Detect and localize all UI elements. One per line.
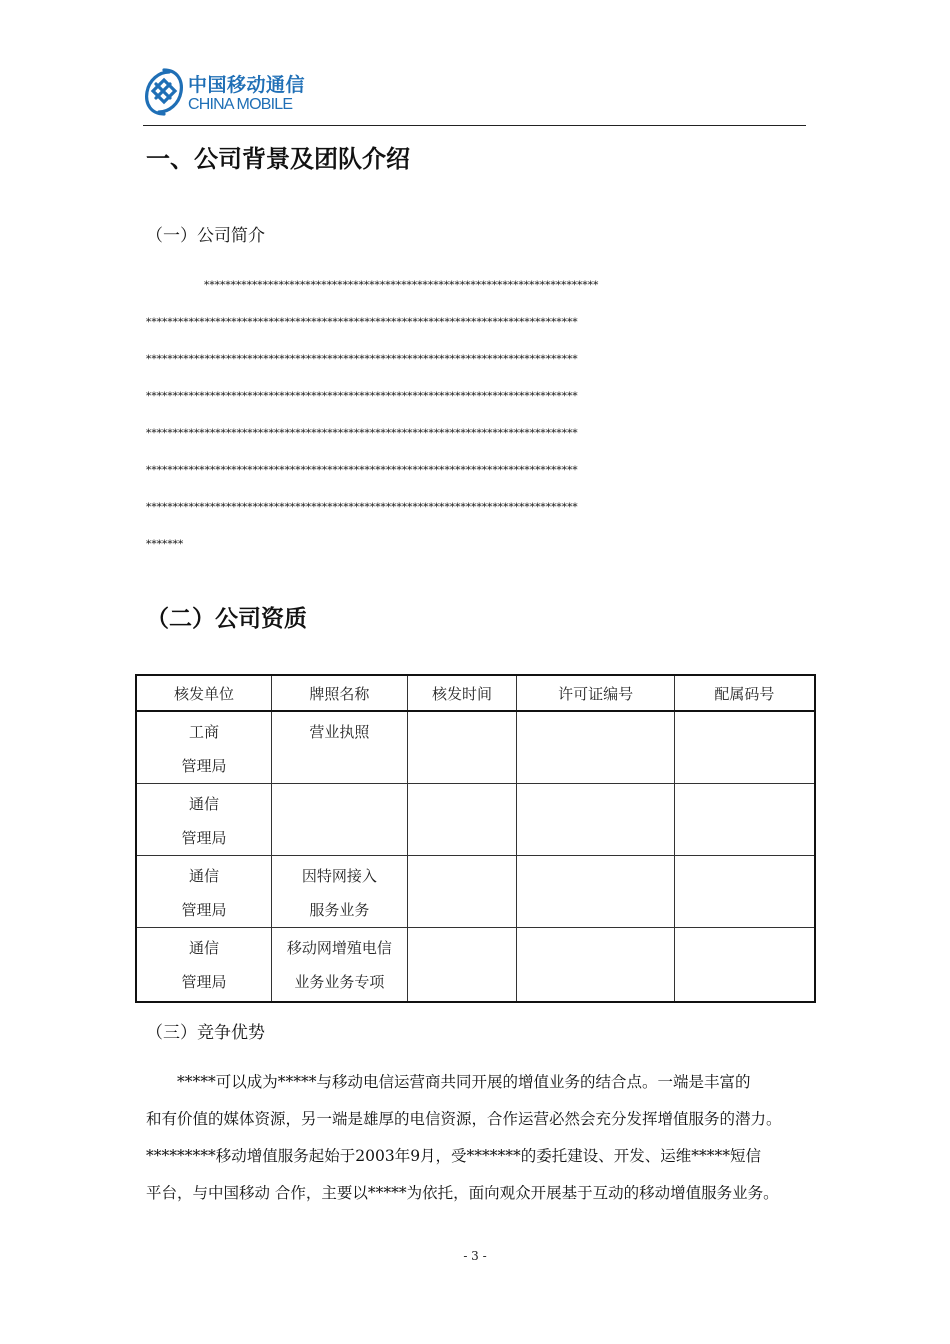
cell-text: 通信: [189, 795, 220, 813]
subsection-title-intro: （一）公司简介: [146, 226, 265, 246]
cell-text: 管理局: [181, 829, 227, 847]
column-header: 配属码号: [674, 675, 815, 711]
column-header: 牌照名称: [272, 675, 408, 711]
advantage-paragraph: [146, 1064, 808, 1212]
license-cell: [272, 711, 408, 784]
paragraph-line: *********************************************************************************: [146, 390, 578, 402]
date-cell: [407, 711, 517, 784]
paragraph-line: *******: [146, 538, 184, 550]
issuer-cell: [136, 928, 272, 1002]
page-number: - 3 -: [463, 1249, 487, 1263]
cell-text: 管理局: [181, 973, 227, 991]
issuer-cell: [136, 856, 272, 928]
paragraph-line: [146, 1064, 808, 1101]
logo-chinese-text: 中国移动通信: [188, 74, 306, 96]
cell-text: 管理局: [181, 901, 227, 919]
license-cell: [272, 784, 408, 856]
paragraph-line: *********************************************************************************: [146, 427, 578, 439]
column-header: 核发单位: [136, 675, 272, 711]
table-row: [136, 784, 815, 856]
date-cell: [407, 928, 517, 1002]
cell-text: 管理局: [181, 757, 227, 775]
column-header: 核发时间: [407, 675, 517, 711]
logo-english-text: CHINA MOBILE: [188, 96, 293, 113]
cell-text: 业务业务专项: [294, 973, 385, 991]
subsection-title-advantage: （三）竞争优势: [146, 1023, 265, 1043]
number-cell: [517, 784, 675, 856]
subsection-title-qualification: （二）公司资质: [146, 606, 307, 632]
cell-text: 服务业务: [309, 901, 370, 919]
table-row: [136, 856, 815, 928]
paragraph-line: 和有价值的媒体资源，另一端是雄厚的电信资源，合作运营必然会充分发挥增值服务的潜力。: [146, 1110, 782, 1128]
issuer-cell: [136, 784, 272, 856]
cell-text: 因特网接入: [301, 867, 377, 885]
table-row: [136, 928, 815, 1002]
license-cell: [272, 928, 408, 1002]
cell-text: 移动网增殖电信: [286, 939, 392, 957]
cell-text: 通信: [189, 939, 220, 957]
section-title: 一、公司背景及团队介绍: [146, 145, 410, 173]
code-cell: [674, 928, 815, 1002]
paragraph-line: 平台，与中国移动 合作，主要以*****为依托，面向观众开展基于互动的移动增值服务业务。: [146, 1184, 779, 1202]
cell-text: 通信: [189, 867, 220, 885]
number-cell: [517, 856, 675, 928]
qualification-table: [135, 674, 816, 1003]
paragraph-line: *********************************************************************************: [146, 464, 578, 476]
table-row: [136, 711, 815, 784]
cell-text: 工商: [189, 723, 220, 741]
paragraph-line: **************************************************************************: [204, 279, 599, 291]
paragraph-line: *********************************************************************************: [146, 501, 578, 513]
paragraph-line: *********移动增值服务起始于2003年9月，受*******的委托建设、开发、运维*****短信: [146, 1147, 762, 1165]
table-header-row: [136, 675, 815, 711]
china-mobile-logo-icon: [143, 66, 185, 118]
cell-text: 营业执照: [309, 723, 370, 741]
license-cell: [272, 856, 408, 928]
column-header: 许可证编号: [517, 675, 675, 711]
date-cell: [407, 784, 517, 856]
date-cell: [407, 856, 517, 928]
code-cell: [674, 856, 815, 928]
code-cell: [674, 711, 815, 784]
issuer-cell: [136, 711, 272, 784]
paragraph-line: *********************************************************************************: [146, 353, 578, 365]
number-cell: [517, 711, 675, 784]
paragraph-line: *********************************************************************************: [146, 316, 578, 328]
code-cell: [674, 784, 815, 856]
paragraph-text: *****可以成为*****与移动电信运营商共同开展的增值业务的结合点。一端是丰富的: [177, 1073, 751, 1091]
page-header: [143, 66, 806, 126]
number-cell: [517, 928, 675, 1002]
